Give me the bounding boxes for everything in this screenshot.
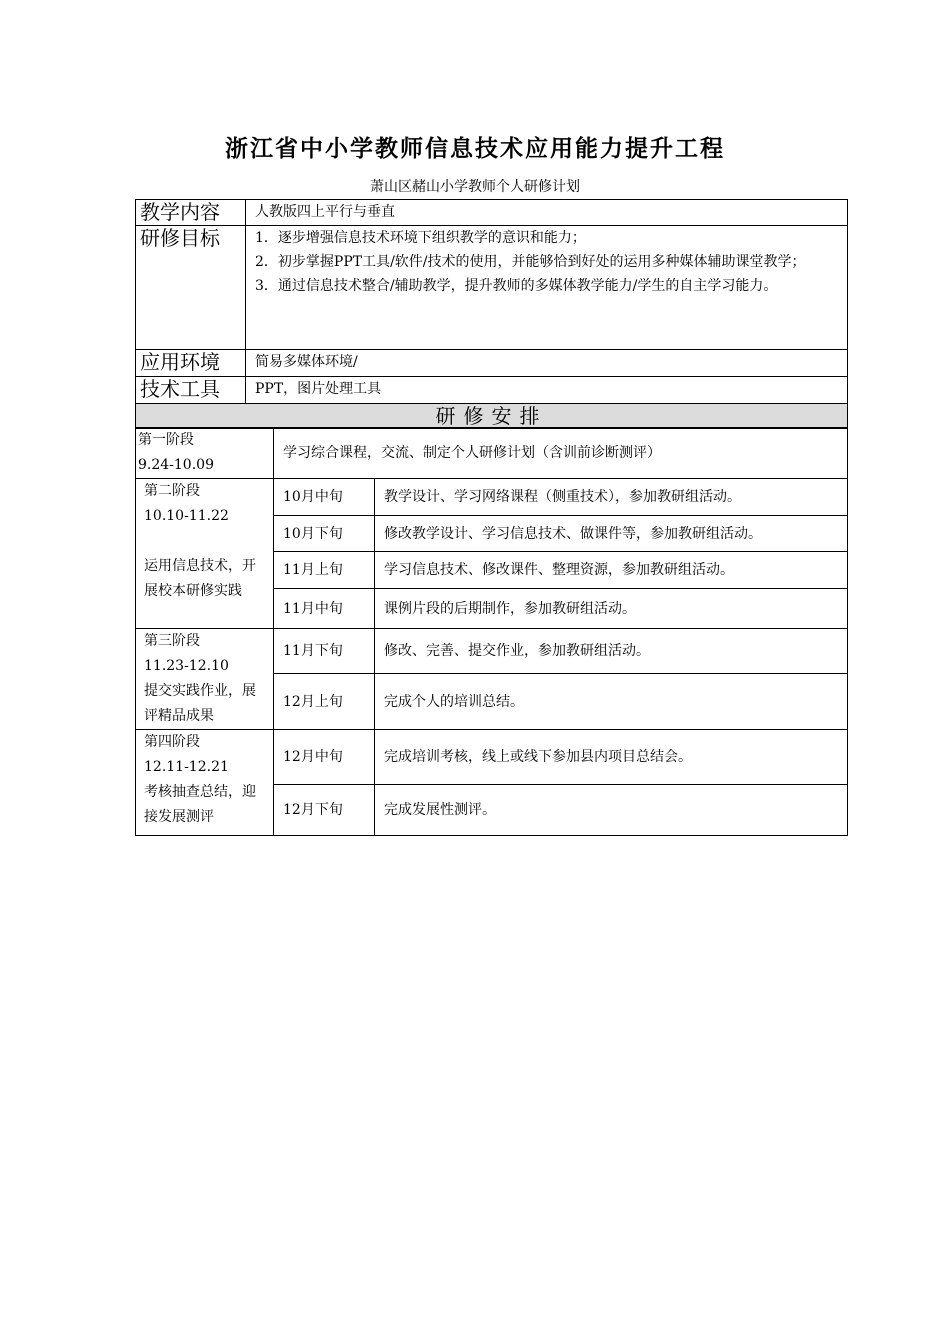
document-subtitle: 萧山区赭山小学教师个人研修计划 [370,179,580,195]
stage-description: 考核抽查总结，迎接发展测评 [144,784,256,825]
stage-description: 运用信息技术，开展校本研修实践 [144,558,256,599]
stage-name: 第二阶段 [144,483,200,499]
activity-cell: 完成培训考核，线上或线下参加县内项目总结会。 [375,730,848,785]
table-row [136,730,848,785]
goal-item: 1．逐步增强信息技术环境下组织教学的意识和能力； [255,230,586,246]
goal-label: 研修目标 [136,226,246,350]
content-value: 人教版四上平行与垂直 [246,200,848,226]
schedule-table [135,427,848,836]
activity-cell: 学习信息技术、修改课件、整理资源，参加教研组活动。 [375,552,848,589]
tool-label: 技术工具 [136,377,246,404]
content-label: 教学内容 [136,200,246,226]
info-table [135,199,848,429]
stage-cell [136,730,274,836]
stage-description: 提交实践作业，展评精品成果 [144,683,256,724]
tool-row [136,377,848,404]
tool-value: PPT，图片处理工具 [246,377,848,404]
content-row [136,200,848,226]
goal-row [136,226,848,350]
plan-header: 研修安排 [136,404,848,429]
stage-name: 第一阶段 [138,432,194,448]
activity-cell: 修改教学设计、学习信息技术、做课件等，参加教研组活动。 [375,516,848,552]
month-cell: 11月下旬 [274,629,375,674]
stage-dates: 9.24-10.09 [138,457,214,473]
month-cell: 10月下旬 [274,516,375,552]
activity-cell: 教学设计、学习网络课程（侧重技术），参加教研组活动。 [375,479,848,516]
stage-cell [136,428,274,479]
table-row [136,629,848,674]
activity-cell: 完成个人的培训总结。 [375,674,848,730]
month-cell: 12月下旬 [274,785,375,836]
env-label: 应用环境 [136,350,246,377]
env-value: 简易多媒体环境/ [246,350,848,377]
stage-activity: 学习综合课程，交流、制定个人研修计划（含训前诊断测评） [274,428,848,479]
stage-dates: 12.11-12.21 [144,759,229,775]
month-cell: 12月上旬 [274,674,375,730]
activity-cell: 课例片段的后期制作，参加教研组活动。 [375,589,848,629]
goal-item: 3．通过信息技术整合/辅助教学，提升教师的多媒体教学能力/学生的自主学习能力。 [255,278,778,294]
stage-cell [136,479,274,629]
month-cell: 11月上旬 [274,552,375,589]
plan-header-row [136,404,848,429]
document-title: 浙江省中小学教师信息技术应用能力提升工程 [225,136,725,162]
goal-item: 2．初步掌握PPT工具/软件/技术的使用，并能够恰到好处的运用多种媒体辅助课堂教学； [255,254,806,270]
stage-dates: 11.23-12.10 [144,658,229,674]
table-row [136,428,848,479]
month-cell: 11月中旬 [274,589,375,629]
table-row [136,479,848,516]
month-cell: 10月中旬 [274,479,375,516]
stage-dates: 10.10-11.22 [144,508,229,524]
month-cell: 12月中旬 [274,730,375,785]
stage-name: 第四阶段 [144,734,200,750]
stage-cell [136,629,274,730]
activity-cell: 完成发展性测评。 [375,785,848,836]
activity-cell: 修改、完善、提交作业，参加教研组活动。 [375,629,848,674]
env-row [136,350,848,377]
stage-name: 第三阶段 [144,633,200,649]
goal-list [246,226,848,350]
